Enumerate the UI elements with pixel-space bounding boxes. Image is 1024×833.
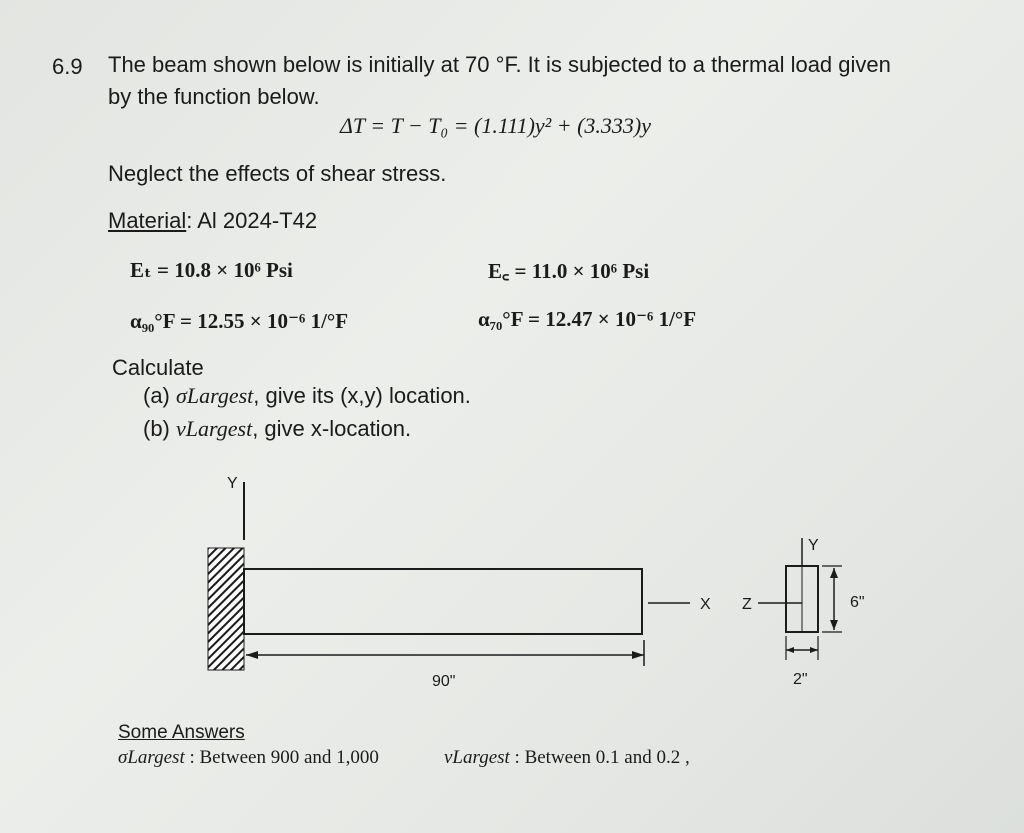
sigma-answer-symbol: σLargest <box>118 747 185 768</box>
some-answers-heading: Some Answers <box>118 722 245 743</box>
question-a-text: , give its (x,y) location. <box>253 383 471 408</box>
height-label: 6" <box>850 594 865 611</box>
compression-modulus: E꜀ = 11.0 × 10⁶ Psi <box>488 259 650 283</box>
sigma-answer <box>118 747 379 769</box>
v-answer-symbol: vLargest <box>444 747 510 768</box>
sigma-answer-text: : Between 900 and 1,000 <box>189 747 379 768</box>
calculate-heading: Calculate <box>112 355 204 380</box>
width-arrow-left <box>786 647 794 653</box>
question-a-prefix: (a) <box>143 383 176 408</box>
material-label: Material <box>108 208 187 233</box>
height-arrow-top <box>830 568 838 578</box>
problem-number: 6.9 <box>52 54 83 79</box>
x-axis-label: X <box>700 596 711 613</box>
beam <box>244 569 642 634</box>
sigma-largest-symbol: σLargest <box>176 383 254 408</box>
v-answer <box>444 747 690 769</box>
length-arrow-left <box>246 651 258 659</box>
question-b-text: , give x-location. <box>252 416 412 441</box>
tension-modulus: Eₜ = 10.8 × 10⁶ Psi <box>130 258 293 282</box>
alpha-90F: α₉₀°F = 12.55 × 10⁻⁶ 1/°F <box>130 309 349 333</box>
thermal-load-equation: ΔT = T − T₀ = (1.111)y² + (3.333)y <box>340 113 652 138</box>
problem-statement-line-2: by the function below. <box>108 84 320 109</box>
length-arrow-right <box>632 651 644 659</box>
material-value: : Al 2024-T42 <box>186 208 318 233</box>
alpha-70F: α₇₀°F = 12.47 × 10⁻⁶ 1/°F <box>478 307 697 331</box>
section-y-label: Y <box>808 537 819 554</box>
v-largest-symbol: vLargest <box>176 416 253 441</box>
shear-note: Neglect the effects of shear stress. <box>108 161 447 186</box>
height-arrow-bottom <box>830 620 838 630</box>
width-label: 2" <box>793 671 808 688</box>
y-axis-label: Y <box>227 475 238 492</box>
question-b-prefix: (b) <box>143 416 176 441</box>
v-answer-text: : Between 0.1 and 0.2 , <box>514 747 690 768</box>
problem-statement-line-1: The beam shown below is initially at 70 °F. It is subjected to a thermal load given <box>108 52 891 77</box>
length-label: 90" <box>432 673 456 690</box>
fixed-wall <box>208 548 244 670</box>
section-z-label: Z <box>742 596 752 613</box>
width-arrow-right <box>810 647 818 653</box>
